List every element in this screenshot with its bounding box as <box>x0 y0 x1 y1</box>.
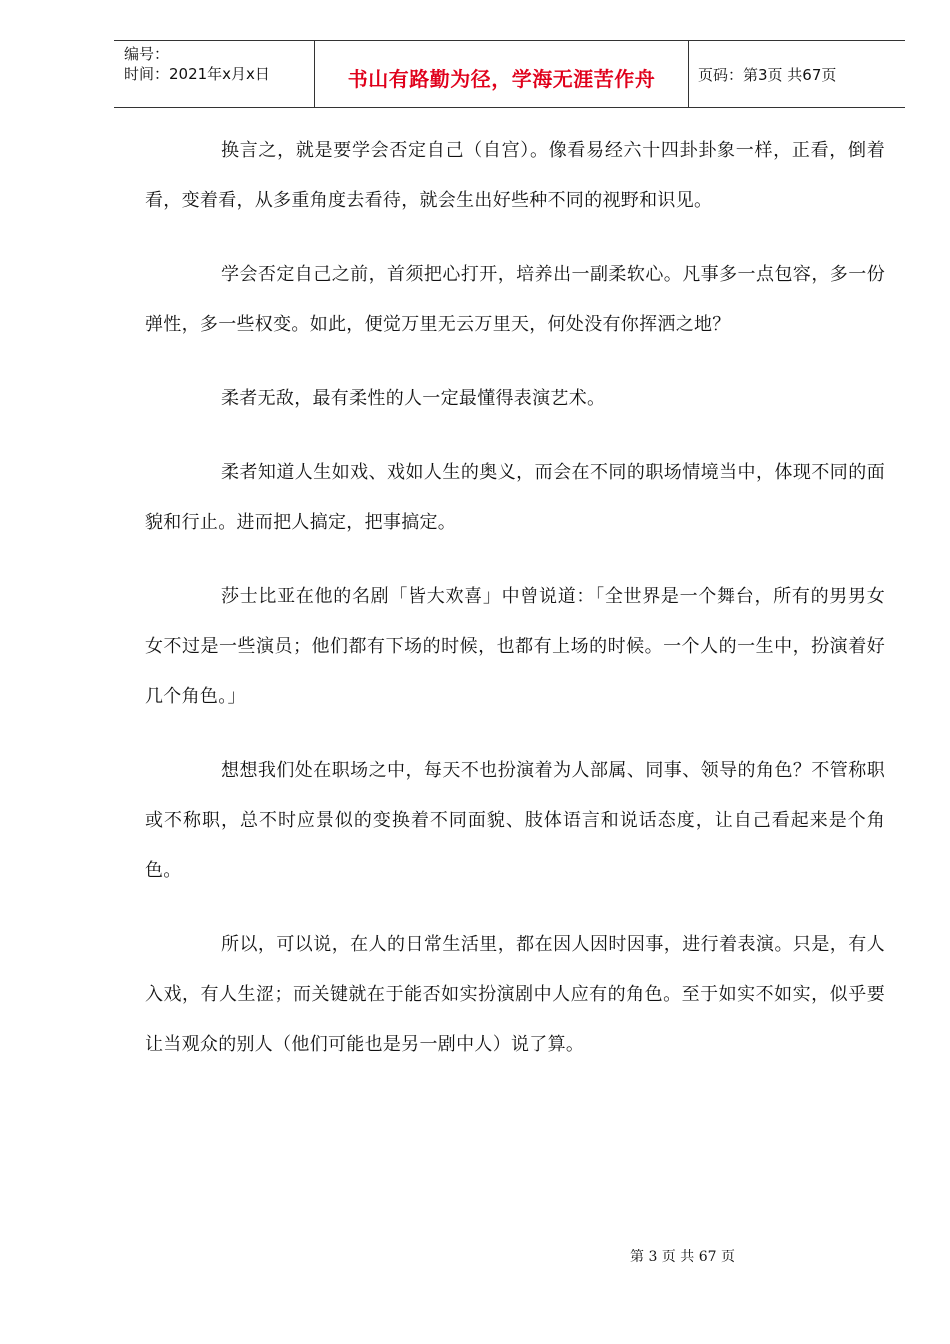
paragraph: 莎士比亚在他的名剧「皆大欢喜」中曾说道：「全世界是一个舞台，所有的男男女女不过是一些演员；他们都有下场的时候，也都有上场的时候。一个人的一生中，扮演着好几个角色。」 <box>145 586 885 707</box>
page-footer: 第 3 页 共 67 页 <box>630 1249 735 1265</box>
paragraph: 换言之，就是要学会否定自己（自宫）。像看易经六十四卦卦象一样，正看，倒着看，变着看，从多重角度去看待，就会生出好些种不同的视野和识见。 <box>145 140 885 211</box>
page-header <box>114 40 905 108</box>
header-motto-cell <box>315 41 689 107</box>
time-label: 时间：2021年x月x日 <box>124 65 270 83</box>
document-body <box>145 126 885 1094</box>
paragraph: 想想我们处在职场之中，每天不也扮演着为人部属、同事、领导的角色？不管称职或不称职，总不时应景似的变换着不同面貌、肢体语言和说话态度，让自己看起来是个角色。 <box>145 760 885 881</box>
paragraph: 学会否定自己之前，首须把心打开，培养出一副柔软心。凡事多一点包容，多一份弹性，多一些权变。如此，便觉万里无云万里天，何处没有你挥洒之地？ <box>145 264 885 335</box>
paragraph: 柔者无敌，最有柔性的人一定最懂得表演艺术。 <box>221 388 606 409</box>
paragraph: 所以，可以说，在人的日常生活里，都在因人因时因事，进行着表演。只是，有人入戏，有人生涩；而关键就在于能否如实扮演剧中人应有的角色。至于如实不如实，似乎要让当观众的别人（他们可能也是另一剧中人）说了算。 <box>145 934 885 1055</box>
page-code: 页码：第3页 共67页 <box>698 65 837 84</box>
paragraph: 柔者知道人生如戏、戏如人生的奥义，而会在不同的职场情境当中，体现不同的面貌和行止。进而把人搞定，把事搞定。 <box>145 462 885 533</box>
serial-label: 编号： <box>124 45 170 63</box>
motto-text: 书山有路勤为径，学海无涯苦作舟 <box>347 66 656 91</box>
header-page-cell <box>689 41 905 107</box>
header-meta-cell <box>114 41 315 107</box>
